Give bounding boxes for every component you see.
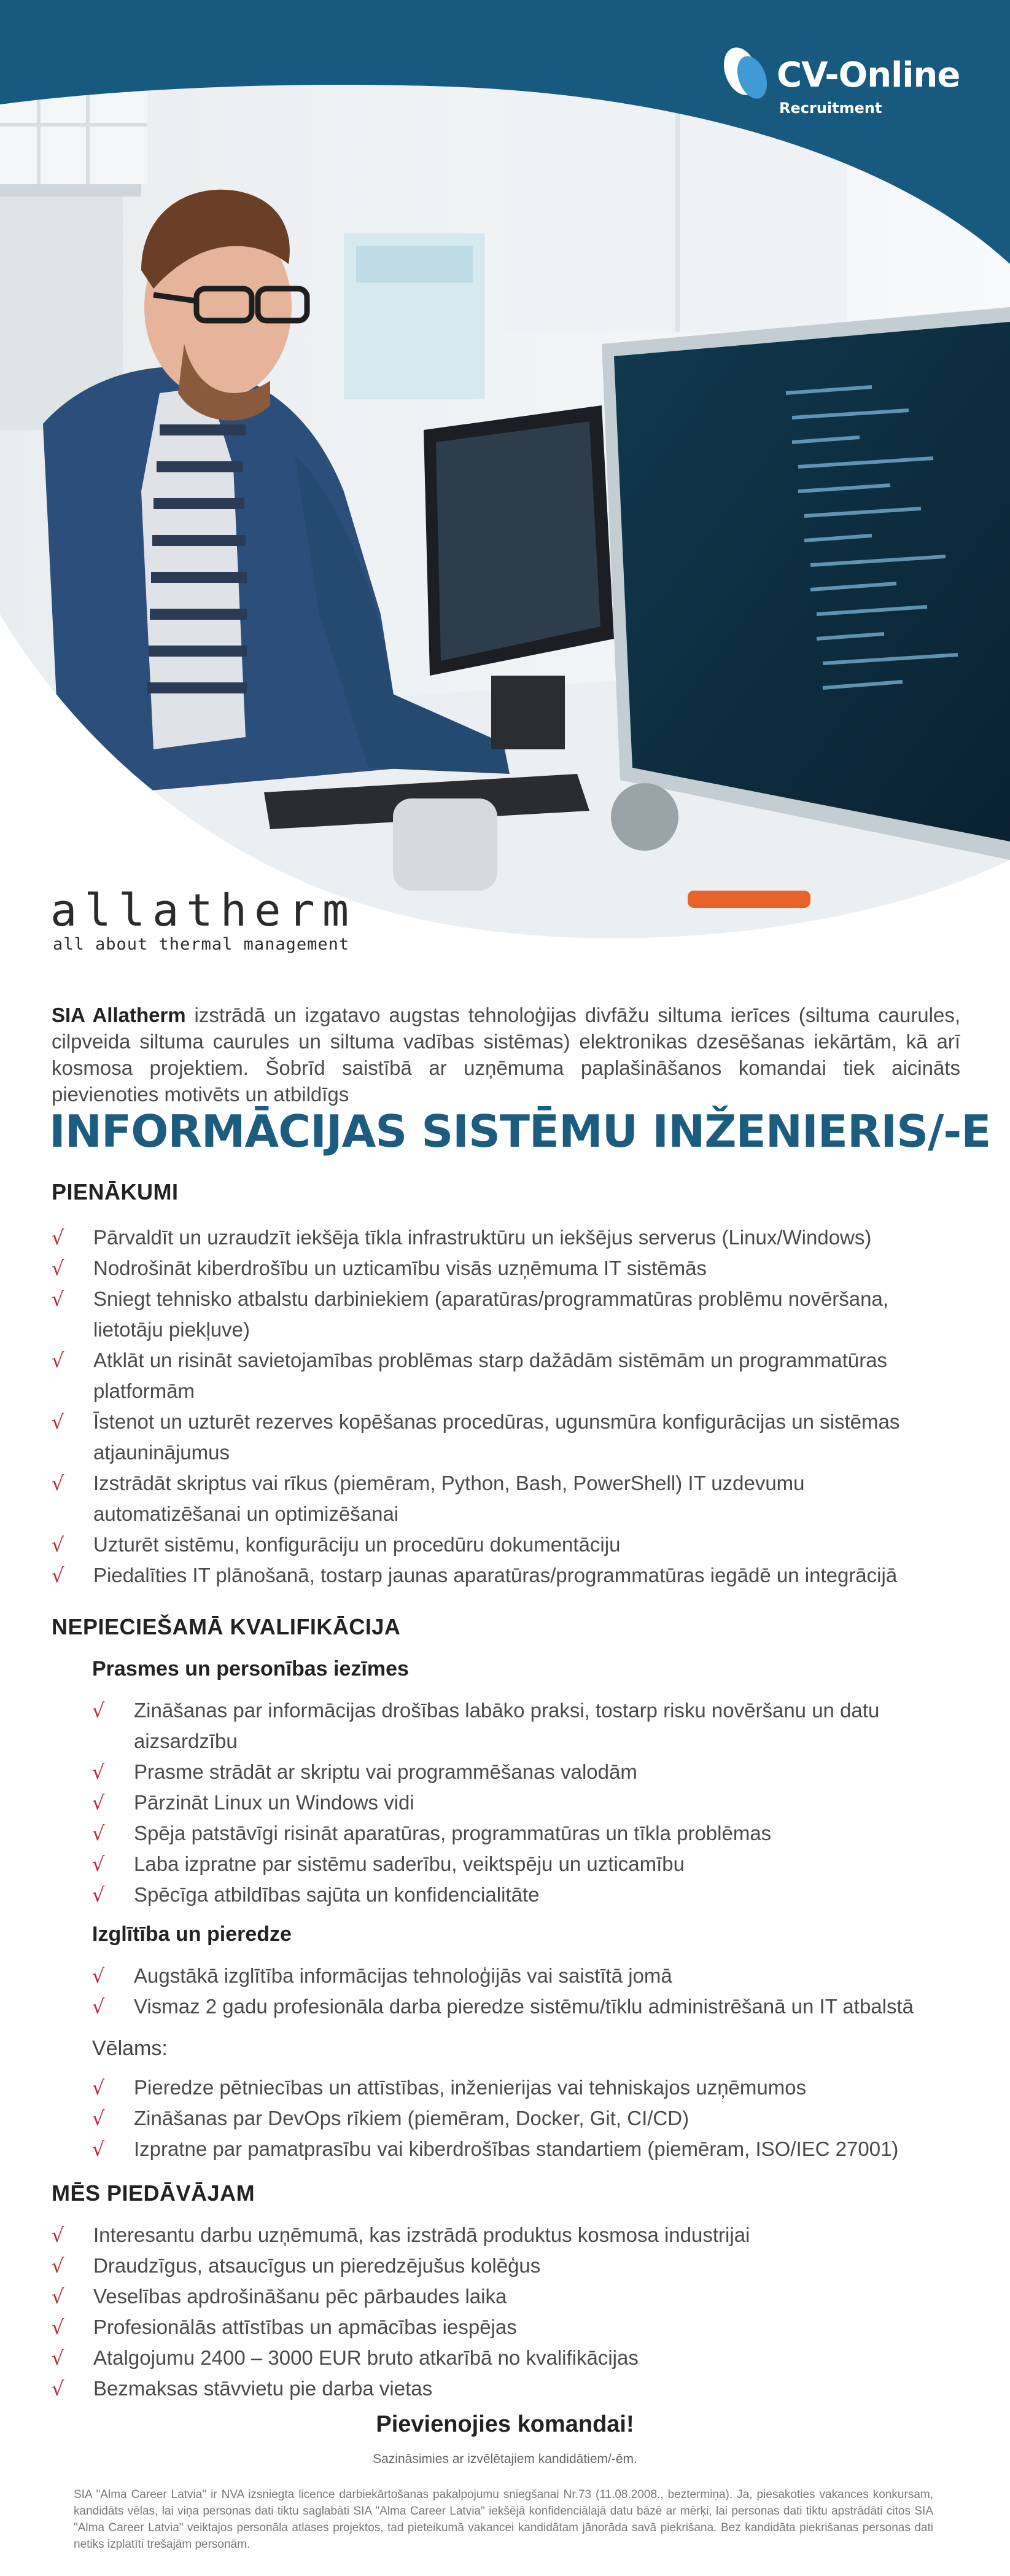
list-item bbox=[52, 2373, 948, 2404]
skills-heading: Prasmes un personības iezīmes bbox=[92, 1657, 409, 1680]
checkmark-icon: √ bbox=[92, 2076, 105, 2099]
checkmark-icon: √ bbox=[52, 1410, 64, 1434]
checkmark-icon: √ bbox=[92, 1852, 105, 1876]
hero-illustration bbox=[0, 0, 1010, 958]
checkmark-icon: √ bbox=[92, 1760, 105, 1784]
list-item bbox=[52, 1468, 948, 1529]
checkmark-icon: √ bbox=[92, 2137, 105, 2161]
offer-heading: MĒS PIEDĀVĀJAM bbox=[52, 2180, 255, 2206]
checkmark-icon: √ bbox=[92, 1964, 105, 1988]
list-item-text: Pārvaldīt un uzraudzīt iekšēja tīkla infrastruktūru un iekšējus serverus (Linux/Windows) bbox=[93, 1226, 872, 1249]
list-item-text: Sniegt tehnisko atbalstu darbiniekiem (aparatūras/programmatūras problēmu novēršana, lietotāju piekļuve) bbox=[93, 1287, 889, 1341]
call-to-action: Pievienojies komandai! bbox=[376, 2411, 634, 2437]
list-item bbox=[52, 2281, 948, 2312]
education-heading: Izglītība un pieredze bbox=[92, 1922, 292, 1946]
skills-list bbox=[92, 1695, 952, 1910]
list-item bbox=[92, 2134, 976, 2164]
list-item bbox=[92, 1787, 952, 1818]
list-item bbox=[52, 1222, 948, 1253]
checkmark-icon: √ bbox=[92, 1791, 105, 1814]
checkmark-icon: √ bbox=[92, 2107, 105, 2130]
checkmark-icon: √ bbox=[52, 1564, 64, 1587]
list-item-text: Prasme strādāt ar skriptu vai programmēšanas valodām bbox=[134, 1760, 637, 1783]
checkmark-icon: √ bbox=[52, 1287, 64, 1311]
hero-photo bbox=[0, 0, 1010, 958]
cv-online-subtitle: Recruitment bbox=[779, 100, 882, 117]
list-item-text: Zināšanas par informācijas drošības labāko praksi, tostarp risku novēršanu un datu aizsardzību bbox=[134, 1699, 880, 1752]
list-item-text: Spēja patstāvīgi risināt aparatūras, programmatūras un tīkla problēmas bbox=[134, 1822, 772, 1844]
list-item-text: Zināšanas par DevOps rīkiem (piemēram, Docker, Git, CI/CD) bbox=[134, 2107, 690, 2129]
list-item bbox=[52, 2250, 948, 2281]
checkmark-icon: √ bbox=[52, 1349, 64, 1372]
list-item bbox=[52, 1407, 948, 1468]
list-item-text: Veselības apdrošināšanu pēc pārbaudes laika bbox=[93, 2285, 507, 2308]
legal-notice: SIA "Alma Career Latvia" ir NVA izsniegta licence darbiekārtošanas pakalpojumu sniegšanai Nr.73 (11.08.2008., beztermiņa). Ja, piesakoties vakances konkursam, kandidāts vēlas, lai viņa personas dati tiktu saglabāti SIA "Alma Career Latvia" iekšējā konfidenciālajā datu bāzē ar mērķi, lai personas dati tiktu apstrādāti citos SIA "Alma Career Latvia" veiktajos personāla atlases projektos, tad pieteikumā vakancei kandidātam jānorāda savā piekrišana. Bez kandidāta piekrišanas personas dati netiks izplatīti trešajām personām. bbox=[74, 2488, 933, 2551]
list-item bbox=[92, 1818, 952, 1849]
list-item bbox=[52, 1253, 948, 1284]
checkmark-icon: √ bbox=[92, 1699, 105, 1722]
list-item bbox=[52, 2312, 948, 2343]
list-item-text: Vismaz 2 gadu profesionāla darba pieredze sistēmu/tīklu administrēšanā un IT atbalstā bbox=[134, 1995, 914, 2018]
checkmark-icon: √ bbox=[52, 2285, 64, 2308]
contact-note: Sazināsimies ar izvēlētajiem kandidātiem/-ēm. bbox=[373, 2452, 637, 2466]
list-item bbox=[52, 1529, 948, 1560]
education-list bbox=[92, 1961, 976, 2022]
cv-online-logo bbox=[715, 43, 973, 123]
allatherm-logo bbox=[50, 884, 419, 958]
duties-heading: PIENĀKUMI bbox=[52, 1179, 179, 1204]
list-item bbox=[92, 1849, 952, 1879]
list-item bbox=[92, 2072, 976, 2103]
list-item bbox=[92, 1961, 976, 1991]
list-item bbox=[92, 1757, 952, 1787]
list-item-text: Bezmaksas stāvvietu pie darba vietas bbox=[93, 2377, 433, 2400]
list-item bbox=[92, 1991, 976, 2022]
list-item bbox=[52, 1345, 948, 1407]
list-item-text: Izstrādāt skriptus vai rīkus (piemēram, Python, Bash, PowerShell) IT uzdevumu automatizēšanai un optimizēšanai bbox=[93, 1472, 805, 1525]
list-item-text: Izpratne par pamatprasību vai kiberdrošības standartiem (piemēram, ISO/IEC 27001) bbox=[134, 2137, 899, 2160]
list-item-text: Nodrošināt kiberdrošību un uzticamību visās uzņēmuma IT sistēmās bbox=[93, 1257, 707, 1279]
list-item bbox=[52, 2343, 948, 2373]
list-item bbox=[92, 1695, 952, 1757]
list-item-text: Profesionālās attīstības un apmācības iespējas bbox=[93, 2316, 517, 2338]
job-title: INFORMĀCIJAS SISTĒMU INŽENIERIS/-E bbox=[49, 1106, 991, 1157]
list-item bbox=[92, 2103, 976, 2134]
checkmark-icon: √ bbox=[52, 2223, 64, 2247]
list-item-text: Atalgojumu 2400 – 3000 EUR bruto atkarībā no kvalifikācijas bbox=[93, 2346, 639, 2369]
checkmark-icon: √ bbox=[92, 1822, 105, 1845]
list-item-text: Draudzīgus, atsaucīgus un pieredzējušus kolēģus bbox=[93, 2254, 541, 2277]
list-item-text: Augstākā izglītība informācijas tehnoloģijās vai saistītā jomā bbox=[134, 1964, 672, 1987]
duties-list bbox=[52, 1222, 948, 1591]
checkmark-icon: √ bbox=[52, 1533, 64, 1556]
cv-online-title: CV-Online bbox=[777, 55, 960, 95]
list-item-text: Piedalīties IT plānošanā, tostarp jaunas aparatūras/programmatūras iegādē un integrācijā bbox=[93, 1564, 898, 1587]
qualification-heading: NEPIECIEŠAMĀ KVALIFIKĀCIJA bbox=[52, 1614, 401, 1639]
list-item-text: Atklāt un risināt savietojamības problēmas starp dažādām sistēmām un programmatūras platformām bbox=[93, 1349, 888, 1402]
checkmark-icon: √ bbox=[52, 1257, 64, 1280]
checkmark-icon: √ bbox=[52, 1226, 64, 1249]
checkmark-icon: √ bbox=[52, 2316, 64, 2339]
allatherm-tagline: all about thermal management bbox=[53, 935, 350, 954]
list-item-text: Pārzināt Linux un Windows vidi bbox=[134, 1791, 414, 1814]
company-intro bbox=[52, 1002, 960, 1107]
intro-text: izstrādā un izgatavo augstas tehnoloģijas divfāžu siltuma ierīces (siltuma caurules, cilpveida siltuma caurules un siltuma vadības sistēmas) elektronikas dzesēšanas iekārtām, kā arī kosmosa projektiem. Šobrīd saistībā ar uzņēmuma paplašināšanos komandai tiek aicināts pievienoties motivēts un atbildīgs bbox=[52, 1004, 961, 1106]
checkmark-icon: √ bbox=[52, 2346, 64, 2370]
list-item bbox=[52, 1560, 948, 1591]
list-item bbox=[92, 1879, 952, 1910]
cv-online-icon bbox=[715, 43, 777, 104]
offer-list bbox=[52, 2220, 948, 2404]
checkmark-icon: √ bbox=[52, 1472, 64, 1495]
list-item bbox=[52, 1284, 948, 1345]
checkmark-icon: √ bbox=[92, 1883, 105, 1907]
list-item-text: Īstenot un uzturēt rezerves kopēšanas procedūras, ugunsmūra konfigurācijas un sistēmas atjauninājumus bbox=[93, 1410, 900, 1464]
company-name: SIA Allatherm bbox=[52, 1004, 186, 1026]
list-item-text: Laba izpratne par sistēmu saderību, veiktspēju un uzticamību bbox=[134, 1852, 685, 1875]
list-item-text: Spēcīga atbildības sajūta un konfidencialitāte bbox=[134, 1883, 540, 1906]
list-item-text: Interesantu darbu uzņēmumā, kas izstrādā produktus kosmosa industrijai bbox=[93, 2223, 750, 2246]
checkmark-icon: √ bbox=[52, 2377, 64, 2400]
allatherm-wordmark: allatherm bbox=[50, 884, 357, 936]
list-item-text: Uzturēt sistēmu, konfigurāciju un procedūru dokumentāciju bbox=[93, 1533, 621, 1556]
desired-list bbox=[92, 2072, 976, 2164]
checkmark-icon: √ bbox=[92, 1995, 105, 2018]
list-item-text: Pieredze pētniecības un attīstības, inženierijas vai tehniskajos uzņēmumos bbox=[134, 2076, 807, 2099]
checkmark-icon: √ bbox=[52, 2254, 64, 2277]
desired-heading: Vēlams: bbox=[92, 2037, 168, 2060]
list-item bbox=[52, 2220, 948, 2250]
